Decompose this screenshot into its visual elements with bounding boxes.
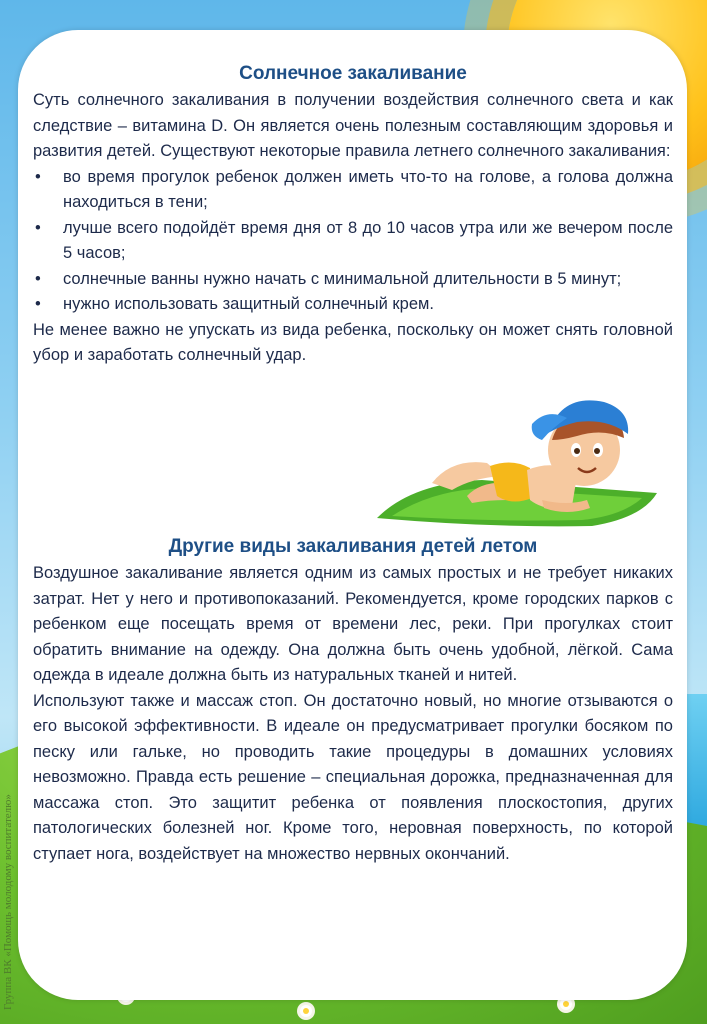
outro-paragraph: Не менее важно не упускать из вида ребенка, поскольку он может снять головной убор и заработать солнечный удар. (33, 320, 673, 364)
section-other-hardening (33, 533, 673, 867)
list-item: • нужно использовать защитный солнечный крем. (33, 292, 673, 318)
section-title: Другие виды закаливания детей летом (168, 536, 538, 557)
list-item: • солнечные ванны нужно начать с минимальной длительности в 5 минут; (33, 267, 673, 293)
intro-paragraph: Суть солнечного закаливания в получении воздействия солнечного света и как следствие – витамина D. Он является очень полезным составляющим здоровья и развития детей. Существуют некоторые правила летнего солнечного закаливания: (33, 91, 673, 160)
flower-icon (300, 1005, 312, 1017)
watermark: Группа ВК «Помощь молодому воспитателю» (2, 794, 14, 1010)
rules-list (33, 165, 673, 318)
paragraph: Используют также и массаж стоп. Он достаточно новый, но многие отзываются о его высокой эффективности. В идеале он предусматривает прогулки босяком по песку или гальке, но проводить такие процедуры в домашних условиях невозможно. Правда есть решение – специальная дорожка, предназначенная для массажа стоп. Это защитит ребенка от появления плоскостопия, других патологических болезней ног. Кроме того, неровная поверхность, по которой ступает нога, воздействует на множество нервных окончаний. (33, 691, 673, 863)
section-title: Солнечное закаливание (239, 63, 467, 84)
list-item: • лучше всего подойдёт время дня от 8 до 10 часов утра или же вечером после 5 часов; (33, 216, 673, 267)
section-sun-hardening (33, 60, 673, 369)
paragraph: Воздушное закаливание является одним из самых простых и не требует никаких затрат. Нет у него и противопоказаний. Рекомендуется, кроме городских парков с ребенком еще посещать время от времени лес, реки. При прогулках стоит обратить внимание на одежду. Она должна быть очень удобной, лёгкой. Сама одежда в идеале должна быть из натуральных тканей и нитей. (33, 564, 673, 684)
list-item: • во время прогулок ребенок должен иметь что-то на голове, а голова должна находиться в тени; (33, 165, 673, 216)
child-sunbathing-illustration (372, 388, 662, 533)
